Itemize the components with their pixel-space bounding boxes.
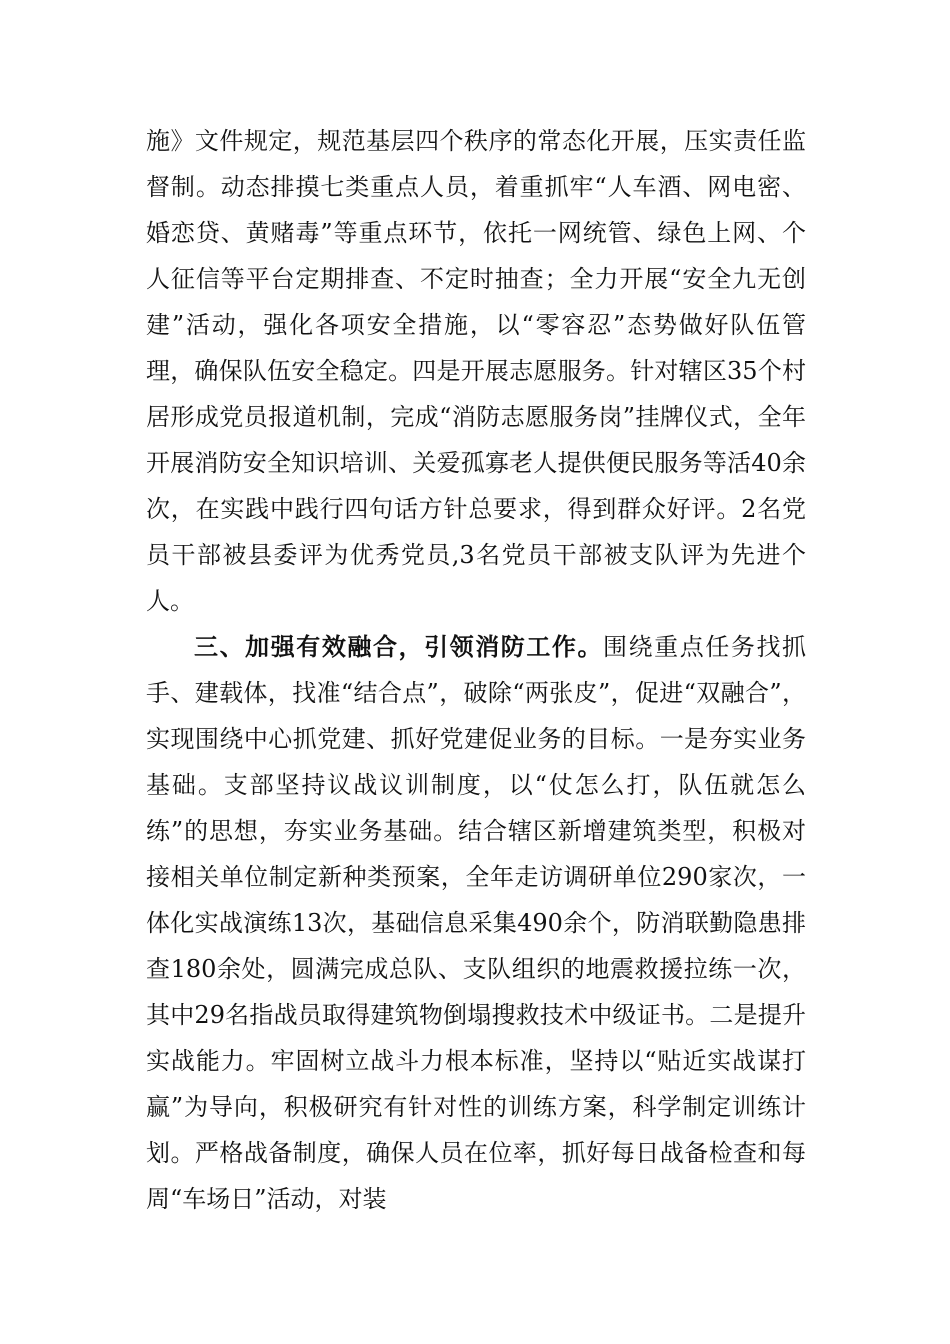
section-body: 围绕重点任务找抓手、建载体，找准“结合点”，破除“两张皮”，促进“双融合”，实现围绕中心抓党建、抓好党建促业务的目标。一是夯实业务基础。支部坚持议战议训制度，以“仗怎么打，队伍就怎么练”的思想，夯实业务基础。结合辖区新增建筑类型，积极对接相关单位制定新种类预案，全年走访调研单位290家次，一体化实战演练13次，基础信息采集490余个，防消联勤隐患排查180余处，圆满完成总队、支队组织的地震救援拉练一次，其中29名指战员取得建筑物倒塌搜救技术中级证书。二是提升实战能力。牢固树立战斗力根本标准，坚持以“贴近实战谋打赢”为导向，积极研究有针对性的训练方案，科学制定训练计划。严格战备制度，确保人员在位率，抓好每日战备检查和每周“车场日”活动，对装 [146,633,807,1213]
paragraph-section-three [146,624,806,1222]
section-heading: 三、加强有效融合，引领消防工作。 [194,633,604,661]
paragraph-continuation: 施》文件规定，规范基层四个秩序的常态化开展，压实责任监督制。动态排摸七类重点人员，着重抓牢“人车酒、网电密、婚恋贷、黄赌毒”等重点环节，依托一网统管、绿色上网、个人征信等平台定期排查、不定时抽查；全力开展“安全九无创建”活动，强化各项安全措施，以“零容忍”态势做好队伍管理，确保队伍安全稳定。四是开展志愿服务。针对辖区35个村居形成党员报道机制，完成“消防志愿服务岗”挂牌仪式，全年开展消防安全知识培训、关爱孤寡老人提供便民服务等活40余次，在实践中践行四句话方针总要求，得到群众好评。2名党员干部被县委评为优秀党员,3名党员干部被支队评为先进个人。 [146,127,806,615]
document-body [146,118,806,1222]
